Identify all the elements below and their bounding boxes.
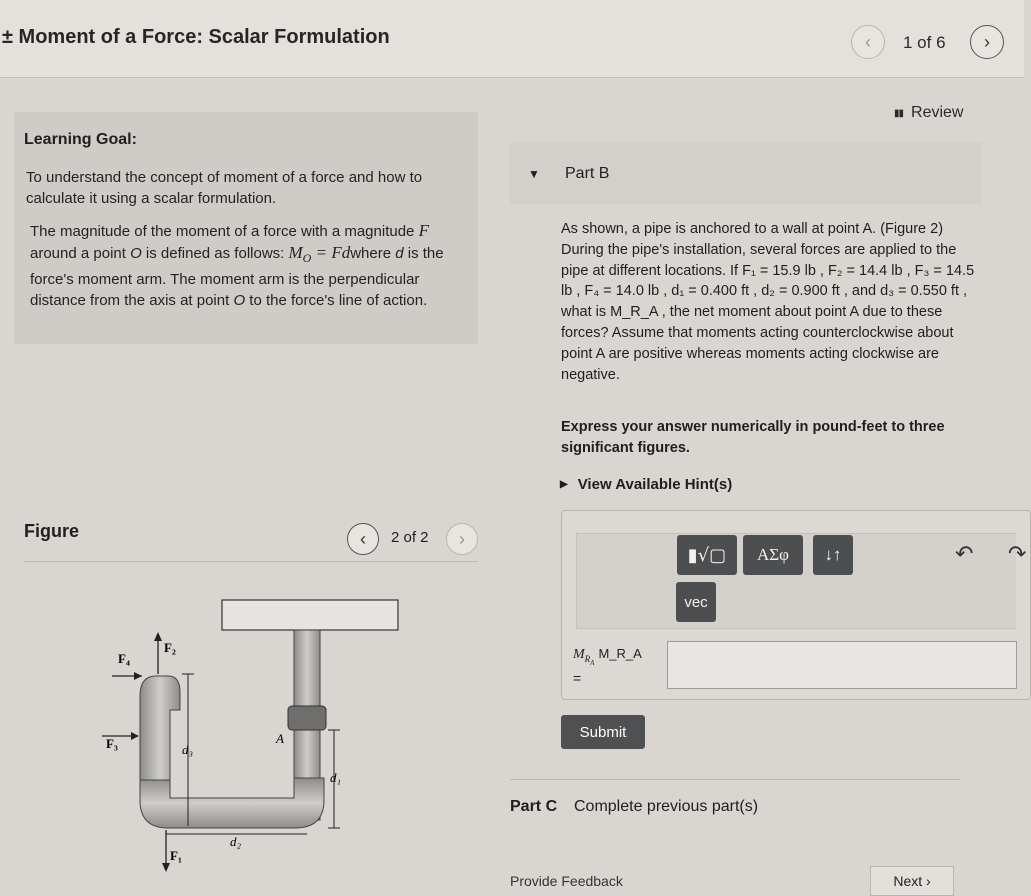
wall <box>222 600 398 630</box>
def-var-o: O <box>130 245 142 262</box>
subscript-button[interactable]: ↓↑ <box>813 535 853 575</box>
prev-item-button[interactable] <box>851 25 885 59</box>
figure-pager: 2 of 2 <box>391 529 429 546</box>
def-text-6: to the force's line of action. <box>245 292 428 309</box>
item-pager: 1 of 6 <box>903 33 946 52</box>
def-eq-sub: O <box>302 251 312 265</box>
next-item-button[interactable] <box>970 25 1004 59</box>
part-b-instruction: Express your answer numerically in pound-feet to three significant figures. <box>561 419 945 456</box>
view-hints-toggle[interactable] <box>560 476 732 493</box>
review-label: Review <box>911 104 964 121</box>
answer-variable-text: M_R_A <box>598 646 642 661</box>
figure-prev-button[interactable] <box>347 523 379 555</box>
review-link[interactable] <box>894 104 963 122</box>
equals-sign: = <box>573 670 582 686</box>
force-f3-head <box>131 732 139 740</box>
part-b-title: Part B <box>565 165 610 182</box>
def-var-o2: O <box>233 292 246 309</box>
label-d3: d₃ <box>182 742 194 757</box>
label-a: A <box>276 731 284 746</box>
figure-divider <box>24 561 478 562</box>
chevron-right-icon: › <box>984 31 990 52</box>
submit-button[interactable]: Submit <box>561 715 645 749</box>
caret-down-icon[interactable]: ▼ <box>528 167 540 181</box>
def-var-d: d <box>395 245 404 262</box>
def-var-f: F <box>418 221 429 240</box>
redo-icon[interactable]: ↷ <box>1008 541 1027 566</box>
pipe-left <box>140 676 180 780</box>
force-f2-head <box>154 632 162 641</box>
part-c-divider <box>510 779 960 780</box>
templates-button[interactable]: ▮√▢ <box>677 535 737 575</box>
figure-next-button[interactable] <box>446 523 478 555</box>
answer-variable-label: $M_{R_A}M\_R\_A$ <box>573 646 642 667</box>
chevron-right-icon: › <box>459 528 465 549</box>
vec-button[interactable]: vec <box>676 582 716 622</box>
label-f2: F₂ <box>164 640 176 655</box>
moment-definition <box>30 220 470 311</box>
label-f3: F₃ <box>106 736 118 751</box>
def-eq-m: M <box>288 243 303 262</box>
hints-label: View Available Hint(s) <box>577 476 733 493</box>
page-title: ± Moment of a Force: Scalar Formulation <box>2 26 390 48</box>
chevron-left-icon: ‹ <box>360 528 366 549</box>
pipe-coupling <box>288 706 326 730</box>
force-f1-head <box>162 863 170 872</box>
book-icon: ▮▮ <box>894 107 904 119</box>
label-d1: d₁ <box>330 770 342 785</box>
force-f4-head <box>134 672 142 680</box>
caret-right-icon: ▶ <box>560 479 568 490</box>
part-c-title[interactable]: Part C <box>510 798 558 815</box>
label-d2: d₂ <box>230 834 242 849</box>
def-text-3: is defined as follows: <box>141 245 289 262</box>
part-b-question: As shown, a pipe is anchored to a wall at point A. (Figure 2) During the pipe's installation, several forces are applied to the pipe at different locations. If F₁ = 15.9 lb , F₂ = 14.4 lb , F₃ = 14.5 lb , F₄ = 14.0 lb , d₁ = 0.400 ft , d₂ = 0.900 ft , and d₃ = 0.550 ft , what is M_R_A , the net moment about point A due to these forces? Assume that moments acting counterclockwise about point A are positive whereas moments acting clockwise are negative. <box>561 221 975 383</box>
def-text-5: is the force's moment arm. The moment arm is the perpendicular distance from the axis at point <box>30 245 444 309</box>
figure-label: Figure <box>24 521 80 541</box>
provide-feedback-link[interactable]: Provide Feedback <box>510 873 623 889</box>
def-eq-rhs: = Fd <box>311 243 351 262</box>
learning-goal-text: To understand the concept of moment of a force and how to calculate it using a scalar formulation. <box>26 169 423 207</box>
def-text-4: where <box>350 245 396 262</box>
answer-input[interactable] <box>667 641 1017 689</box>
pipe-bottom <box>140 778 324 828</box>
pipe-figure <box>90 600 410 875</box>
def-text-2: around a point <box>30 245 131 262</box>
chevron-left-icon: ‹ <box>865 31 871 52</box>
def-text-1: The magnitude of the moment of a force with a magnitude <box>30 223 419 240</box>
label-f4: F₄ <box>118 651 130 666</box>
symbols-button[interactable]: ΑΣφ <box>743 535 803 575</box>
part-c-status: Complete previous part(s) <box>574 798 759 815</box>
learning-goal-title: Learning Goal: <box>24 131 137 148</box>
undo-icon[interactable]: ↶ <box>955 541 974 566</box>
label-f1: F₁ <box>170 848 182 863</box>
next-button[interactable]: Next › <box>870 866 954 896</box>
